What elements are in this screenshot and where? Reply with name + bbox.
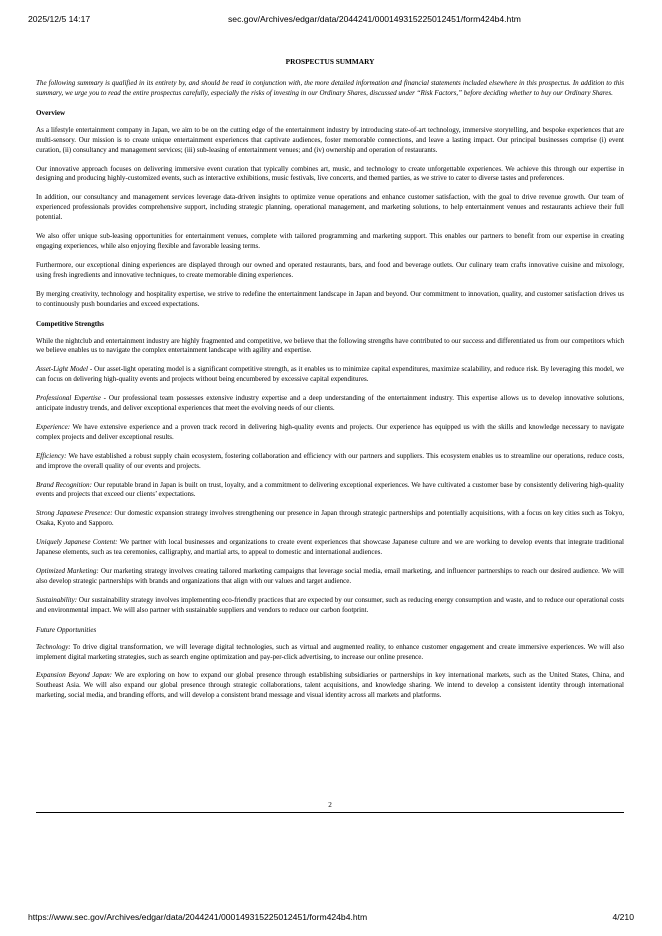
overview-paragraph: Furthermore, our exceptional dining experiences are displayed through our owned and operated restaurants, bars, and food and beverage outlets. Our culinary team crafts innovative cuisine and mixology, using fresh ingredients and innovative techniques, to create memorable dining experiences.: [36, 260, 624, 279]
strength-item: [36, 567, 624, 587]
overview-heading: Overview: [36, 108, 66, 117]
strength-term: Brand Recognition:: [36, 480, 92, 489]
overview-paragraph: By merging creativity, technology and hospitality expertise, we strive to redefine the entertainment landscape in Japan and beyond. Our commitment to innovation, quality, and customer satisfaction drives us to continuously push boundaries and exceed expectations.: [36, 289, 624, 308]
prospectus-page: [36, 57, 624, 710]
strength-term: Experience:: [36, 422, 71, 431]
strength-text: We have established a robust supply chain ecosystem, fostering collaboration and efficiency with our partners and suppliers. This ecosystem enables us to streamline our operations, reduce costs, and improve the overall quality of our events and projects.: [36, 451, 624, 470]
print-page-count: 4/210: [612, 912, 634, 922]
strength-term: Sustainability:: [36, 595, 78, 604]
browser-print-header: [28, 14, 634, 26]
strength-item: [36, 394, 624, 414]
strength-text: - Our asset-light operating model is a significant competitive strength, as it enables us to minimize capital expenditures, maximize scalability, and reduce risk. By leveraging this model, we can focus on delivering high-quality events and projects without being encumbered by excessive capital expenditures.: [36, 365, 624, 384]
strength-item: [36, 481, 624, 501]
future-item: [36, 643, 624, 663]
strength-text: Our sustainability strategy involves implementing eco-friendly practices that are expected by our consumer, such as reducing energy consumption and waste, and to reduce our operational costs and environmental impact. We will also partner with sustainable suppliers and vendors to reduce our carbon footprint.: [36, 595, 624, 614]
page-title: PROSPECTUS SUMMARY: [285, 57, 375, 66]
strength-item: [36, 365, 624, 385]
strengths-intro: While the nightclub and entertainment industry are highly fragmented and competitive, we believe that the following strengths have contributed to our success and differentiated us from our competitors which we believe enables us to navigate the complex entertainment landscape with agility and expertise.: [36, 336, 624, 355]
print-footer-url: https://www.sec.gov/Archives/edgar/data/2044241/000149315225012451/form424b4.htm: [28, 912, 368, 922]
strength-text: - Our professional team possesses extensive industry expertise and a deep understanding of the entertainment industry. This expertise allows us to develop innovative solutions, anticipate industry trends, and deliver exceptional experiences that meet the evolving needs of our clients.: [36, 394, 624, 413]
strength-term: Uniquely Japanese Content:: [36, 538, 118, 547]
overview-paragraph: We also offer unique sub-leasing opportunities for entertainment venues, complete with tailored programming and marketing support. This enables our partners to benefit from our expertise in creating engaging experiences, while also enjoying flexible and favorable leasing terms.: [36, 232, 624, 250]
strength-text: Our reputable brand in Japan is built on trust, loyalty, and a commitment to delivering exceptional experiences. We have cultivated a customer base by consistently delivering high-quality events and projects that exceed our clients’ expectations.: [36, 480, 625, 499]
strength-term: Professional Expertise: [36, 394, 101, 403]
future-text: We are exploring on how to expand our global presence through establishing subsidiaries or partnerships in key international markets, such as the United States, China, and Southeast Asia. We will also expand our global presence through strategic collaborations, talent acquisitions, and knowledge sharing. We intend to develop a consistent identity through international marketing, social media, and branding efforts, and will develop a consistent brand message and visual identity across all markets and platforms.: [36, 671, 624, 700]
strength-item: [36, 452, 624, 472]
strength-term: Asset-Light Model: [36, 365, 89, 374]
strength-item: [36, 596, 624, 616]
future-term: Expansion Beyond Japan:: [36, 671, 112, 680]
future-term: Technology:: [36, 642, 71, 651]
strength-text: Our marketing strategy involves creating tailored marketing campaigns that leverage social media, email marketing, and influencer partnerships to reach our desired audience. We will also develop strategic partnerships with brands and organizations that align with our values and target audience.: [36, 567, 624, 585]
competitive-strengths-heading: Competitive Strengths: [36, 319, 104, 328]
strength-term: Optimized Marketing:: [36, 567, 99, 575]
strength-item: [36, 423, 624, 443]
overview-paragraph: In addition, our consultancy and management services leverage data-driven insights to optimize venue operations and enhance customer satisfaction, with the goal to drive revenue growth. Our team of experienced professionals provides comprehensive support, including strategic planning, operational management, and marketing solutions, to help entertainment venues and restaurants achieve their full potential.: [36, 193, 624, 222]
strength-term: Strong Japanese Presence:: [36, 509, 113, 518]
print-header-url: sec.gov/Archives/edgar/data/2044241/000149315225012451/form424b4.htm: [228, 14, 521, 24]
strength-term: Efficiency:: [36, 451, 67, 460]
page-number: 2: [328, 801, 332, 809]
overview-paragraph: Our innovative approach focuses on delivering immersive event curation that typically combines art, music, and technology to create unforgettable experiences. We achieve this through our expertise in designing and producing highly-customized events, such as interactive exhibitions, music festivals, live concerts, and themed parties, as we strive to cater to diverse tastes and preferences.: [36, 164, 624, 183]
overview-paragraph: As a lifestyle entertainment company in Japan, we aim to be on the cutting edge of the entertainment industry by introducing state-of-art technology, immersive storytelling, and bespoke experiences that are multi-sensory. Our mission is to create unique entertainment experiences that captivate audiences, foster memorable connections, and leave a lasting impact. Our principal businesses comprise (i) event curation, (ii) consultancy and management services; (iii) sub-leasing of entertainment venues; and (iv) ownership and operation of restaurants.: [36, 125, 624, 154]
future-item: [36, 671, 624, 701]
strength-text: We have extensive experience and a proven track record in delivering high-quality events and projects. Our experience has equipped us with the skills and knowledge necessary to navigate complex projects and deliver exceptional results.: [36, 422, 624, 441]
future-text: To drive digital transformation, we will leverage digital technologies, such as virtual and augmented reality, to enhance customer engagement and create immersive experiences. We will also implement digital marketing strategies, such as search engine optimization and pay-per-click advertising, to increase our online presence.: [36, 642, 624, 661]
strength-text: We partner with local businesses and organizations to create event experiences that showcase Japanese culture and we are working to develop events that integrate traditional Japanese elements, such as tea ceremonies, calligraphy, and martial arts, to appeal to domestic and international audiences.: [36, 538, 624, 557]
page-divider: [36, 812, 624, 813]
print-datetime: 2025/12/5 14:17: [28, 14, 91, 24]
strength-text: Our domestic expansion strategy involves strengthening our presence in Japan through strategic partnerships and potentially acquisitions, with a focus on key cities such as Tokyo, Osaka, Kyoto and Sapporo.: [36, 509, 624, 528]
strength-item: [36, 538, 624, 558]
strength-item: [36, 509, 624, 529]
intro-paragraph: The following summary is qualified in its entirety by, and should be read in conjunction with, the more detailed information and financial statements included elsewhere in this prospectus. In addition to this summary, we urge you to read the entire prospectus carefully, especially the risks of investing in our Ordinary Shares, discussed under “Risk Factors,” before deciding whether to buy our Ordinary Shares.: [36, 79, 624, 97]
future-opportunities-heading: Future Opportunities: [36, 625, 97, 634]
browser-print-footer: [28, 912, 634, 924]
